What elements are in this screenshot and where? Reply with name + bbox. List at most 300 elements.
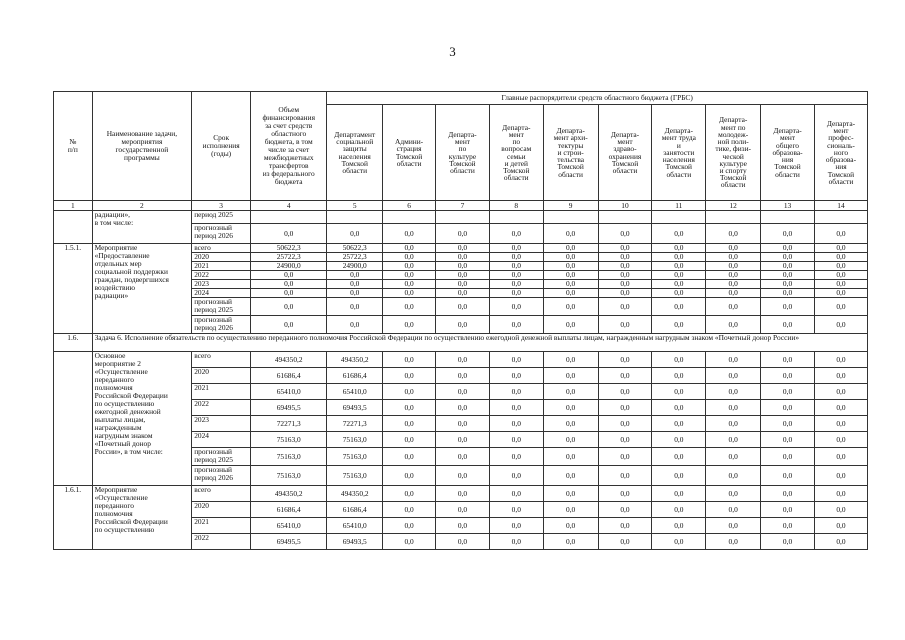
value-cell: 0,0	[489, 352, 543, 368]
value-cell: 0,0	[814, 448, 867, 466]
value-cell: 0,0	[436, 352, 490, 368]
value-cell: 0,0	[436, 486, 490, 502]
value-cell	[251, 211, 327, 224]
value-cell: 0,0	[761, 289, 815, 298]
value-cell: 0,0	[543, 280, 598, 289]
value-cell: 65410,0	[327, 518, 383, 534]
period-cell: 2020	[192, 368, 251, 384]
value-cell: 61686,4	[251, 368, 327, 384]
period-cell: 2024	[192, 289, 251, 298]
period-cell: всего	[192, 352, 251, 368]
value-cell: 0,0	[814, 466, 867, 486]
value-cell	[436, 211, 490, 224]
value-cell: 0,0	[543, 518, 598, 534]
value-cell: 0,0	[598, 518, 652, 534]
value-cell: 0,0	[436, 316, 490, 334]
value-cell: 0,0	[543, 352, 598, 368]
value-cell: 0,0	[761, 352, 815, 368]
value-cell: 0,0	[543, 384, 598, 400]
value-cell: 0,0	[814, 280, 867, 289]
value-cell: 0,0	[706, 486, 761, 502]
value-cell: 0,0	[652, 466, 706, 486]
header-department-10: Департа- мент профес- сиональ- ного образова- ния Томской области	[814, 105, 867, 201]
value-cell: 0,0	[761, 400, 815, 416]
header-department-6: Департа- мент здраво- охранения Томской области	[598, 105, 652, 201]
period-cell: всего	[192, 244, 251, 253]
value-cell: 25722,3	[327, 253, 383, 262]
value-cell: 0,0	[436, 253, 490, 262]
value-cell: 0,0	[706, 416, 761, 432]
value-cell: 0,0	[489, 416, 543, 432]
value-cell: 0,0	[543, 486, 598, 502]
table-row	[54, 352, 868, 368]
value-cell: 0,0	[436, 448, 490, 466]
period-cell: 2020	[192, 502, 251, 518]
value-cell: 0,0	[543, 448, 598, 466]
value-cell: 65410,0	[251, 384, 327, 400]
value-cell: 0,0	[436, 368, 490, 384]
value-cell: 0,0	[814, 253, 867, 262]
value-cell: 25722,3	[251, 253, 327, 262]
value-cell: 0,0	[543, 502, 598, 518]
value-cell: 0,0	[543, 316, 598, 334]
value-cell: 0,0	[598, 244, 652, 253]
value-cell: 50622,3	[327, 244, 383, 253]
column-number-8: 8	[489, 201, 543, 211]
value-cell: 0,0	[706, 352, 761, 368]
value-cell: 0,0	[706, 224, 761, 244]
column-number-7: 7	[436, 201, 490, 211]
value-cell: 0,0	[251, 289, 327, 298]
value-cell: 0,0	[652, 271, 706, 280]
period-cell: 2024	[192, 432, 251, 448]
header-department-4: Департа- мент по вопросам семьи и детей Томской области	[489, 105, 543, 201]
period-cell: 2021	[192, 384, 251, 400]
value-cell: 0,0	[706, 298, 761, 316]
value-cell: 0,0	[652, 448, 706, 466]
value-cell: 75163,0	[327, 432, 383, 448]
value-cell: 0,0	[327, 271, 383, 280]
task-row	[54, 334, 868, 352]
value-cell: 0,0	[652, 432, 706, 448]
value-cell	[543, 211, 598, 224]
value-cell: 0,0	[489, 466, 543, 486]
header-grbs: Главные распорядители средств областного бюджета (ГРБС)	[327, 92, 868, 105]
value-cell: 0,0	[652, 416, 706, 432]
value-cell: 0,0	[543, 416, 598, 432]
row-number	[54, 211, 93, 244]
period-cell: 2020	[192, 253, 251, 262]
page-number: 3	[449, 44, 456, 59]
header-period: Срок исполнения (годы)	[192, 92, 251, 201]
value-cell: 0,0	[598, 384, 652, 400]
value-cell: 75163,0	[327, 466, 383, 486]
value-cell: 61686,4	[327, 502, 383, 518]
header-department-1: Департамент социальной защиты населения Томской области	[327, 105, 383, 201]
column-number-2: 2	[92, 201, 192, 211]
value-cell: 0,0	[383, 502, 436, 518]
value-cell: 0,0	[814, 518, 867, 534]
value-cell: 0,0	[436, 400, 490, 416]
value-cell: 0,0	[383, 352, 436, 368]
value-cell: 0,0	[652, 253, 706, 262]
value-cell: 0,0	[706, 289, 761, 298]
value-cell: 0,0	[383, 534, 436, 550]
period-cell: 2021	[192, 262, 251, 271]
value-cell: 0,0	[814, 400, 867, 416]
value-cell: 0,0	[814, 486, 867, 502]
header-department-2: Админи- страция Томской области	[383, 105, 436, 201]
value-cell: 0,0	[706, 253, 761, 262]
value-cell: 0,0	[436, 432, 490, 448]
value-cell: 0,0	[652, 352, 706, 368]
period-cell: 2022	[192, 271, 251, 280]
period-cell: 2022	[192, 534, 251, 550]
value-cell: 0,0	[706, 466, 761, 486]
value-cell: 24900,0	[251, 262, 327, 271]
value-cell: 0,0	[598, 352, 652, 368]
value-cell: 0,0	[652, 289, 706, 298]
value-cell: 0,0	[543, 271, 598, 280]
value-cell: 0,0	[543, 400, 598, 416]
column-number-14: 14	[814, 201, 867, 211]
value-cell: 0,0	[598, 262, 652, 271]
value-cell: 0,0	[543, 262, 598, 271]
value-cell: 0,0	[598, 368, 652, 384]
value-cell: 0,0	[706, 502, 761, 518]
value-cell: 0,0	[652, 316, 706, 334]
value-cell: 0,0	[761, 466, 815, 486]
value-cell: 0,0	[489, 244, 543, 253]
value-cell	[489, 211, 543, 224]
value-cell: 0,0	[489, 289, 543, 298]
budget-table	[53, 91, 868, 550]
value-cell: 0,0	[706, 534, 761, 550]
column-number-12: 12	[706, 201, 761, 211]
value-cell: 0,0	[436, 466, 490, 486]
value-cell: 0,0	[489, 400, 543, 416]
value-cell: 0,0	[814, 416, 867, 432]
value-cell: 0,0	[598, 502, 652, 518]
value-cell: 494350,2	[251, 352, 327, 368]
value-cell: 0,0	[383, 224, 436, 244]
task-description: Задача 6. Исполнение обязательств по осуществлению переданного полномочия Российской Федерации по осуществлению ежегодной денежной выплаты лицам, награжденным нагрудным знаком «Почетный донор России»	[92, 334, 867, 352]
period-cell: прогнозный период 2026	[192, 316, 251, 334]
measure-name: Мероприятие «Предоставление отдельных мер социальной поддержки граждан, подвергшихся воздействию радиации»	[92, 244, 192, 334]
value-cell: 0,0	[251, 316, 327, 334]
value-cell: 0,0	[598, 534, 652, 550]
value-cell: 0,0	[761, 224, 815, 244]
column-number-10: 10	[598, 201, 652, 211]
value-cell: 0,0	[761, 316, 815, 334]
value-cell: 0,0	[761, 368, 815, 384]
value-cell: 0,0	[706, 400, 761, 416]
value-cell: 0,0	[436, 384, 490, 400]
value-cell: 0,0	[489, 432, 543, 448]
table-row	[54, 211, 868, 224]
value-cell: 0,0	[598, 316, 652, 334]
value-cell: 0,0	[652, 262, 706, 271]
value-cell: 0,0	[383, 253, 436, 262]
value-cell: 0,0	[383, 280, 436, 289]
value-cell: 0,0	[706, 518, 761, 534]
value-cell: 0,0	[489, 280, 543, 289]
value-cell: 0,0	[383, 486, 436, 502]
table-row	[54, 244, 868, 253]
value-cell: 0,0	[598, 289, 652, 298]
value-cell: 0,0	[814, 432, 867, 448]
value-cell: 0,0	[598, 271, 652, 280]
value-cell: 0,0	[251, 224, 327, 244]
value-cell: 0,0	[327, 289, 383, 298]
value-cell: 0,0	[489, 534, 543, 550]
period-cell: прогнозный период 2025	[192, 298, 251, 316]
value-cell: 0,0	[598, 280, 652, 289]
value-cell: 0,0	[652, 298, 706, 316]
value-cell: 0,0	[814, 289, 867, 298]
value-cell: 0,0	[251, 280, 327, 289]
period-cell: 2021	[192, 518, 251, 534]
value-cell: 72271,3	[251, 416, 327, 432]
value-cell: 24900,0	[327, 262, 383, 271]
value-cell: 0,0	[383, 384, 436, 400]
measure-name: радиации», в том числе:	[92, 211, 192, 244]
value-cell: 0,0	[436, 534, 490, 550]
value-cell: 0,0	[761, 262, 815, 271]
row-number: 1.5.1.	[54, 244, 93, 334]
header-department-3: Департа- мент по культуре Томской области	[436, 105, 490, 201]
value-cell: 0,0	[489, 262, 543, 271]
value-cell: 0,0	[327, 280, 383, 289]
value-cell: 0,0	[436, 224, 490, 244]
column-number-5: 5	[327, 201, 383, 211]
value-cell	[383, 211, 436, 224]
row-number	[54, 352, 93, 486]
value-cell: 0,0	[327, 316, 383, 334]
value-cell: 0,0	[761, 518, 815, 534]
value-cell	[814, 211, 867, 224]
value-cell: 0,0	[598, 466, 652, 486]
value-cell: 0,0	[489, 502, 543, 518]
value-cell: 0,0	[543, 368, 598, 384]
value-cell: 0,0	[436, 298, 490, 316]
value-cell: 65410,0	[251, 518, 327, 534]
value-cell: 0,0	[543, 466, 598, 486]
value-cell: 0,0	[761, 416, 815, 432]
value-cell: 0,0	[251, 298, 327, 316]
value-cell	[598, 211, 652, 224]
period-cell: прогнозный период 2026	[192, 224, 251, 244]
header-volume: Объем финансирования за счет средств областного бюджета, в том числе за счет межбюджетных трансфертов из федерального бюджета	[251, 92, 327, 201]
value-cell: 0,0	[383, 416, 436, 432]
value-cell: 0,0	[652, 384, 706, 400]
header-department-8: Департа- мент по молодеж- ной поли- тике, физи- ческой культуре и спорту Томской области	[706, 105, 761, 201]
value-cell: 0,0	[814, 271, 867, 280]
value-cell: 72271,3	[327, 416, 383, 432]
value-cell: 0,0	[761, 448, 815, 466]
value-cell: 0,0	[383, 448, 436, 466]
period-cell: всего	[192, 486, 251, 502]
value-cell: 0,0	[814, 298, 867, 316]
value-cell: 0,0	[436, 518, 490, 534]
value-cell: 0,0	[327, 224, 383, 244]
value-cell: 0,0	[761, 486, 815, 502]
value-cell: 494350,2	[327, 486, 383, 502]
value-cell: 0,0	[814, 534, 867, 550]
value-cell: 61686,4	[327, 368, 383, 384]
value-cell: 0,0	[543, 224, 598, 244]
value-cell: 0,0	[761, 271, 815, 280]
value-cell: 0,0	[761, 280, 815, 289]
value-cell: 0,0	[761, 244, 815, 253]
value-cell: 0,0	[652, 518, 706, 534]
value-cell	[706, 211, 761, 224]
value-cell: 75163,0	[251, 466, 327, 486]
value-cell: 75163,0	[251, 432, 327, 448]
value-cell: 0,0	[706, 432, 761, 448]
value-cell: 0,0	[436, 244, 490, 253]
value-cell: 0,0	[652, 486, 706, 502]
value-cell: 0,0	[814, 316, 867, 334]
value-cell: 0,0	[383, 400, 436, 416]
value-cell: 0,0	[489, 253, 543, 262]
value-cell: 0,0	[489, 518, 543, 534]
value-cell: 0,0	[652, 368, 706, 384]
header-department-5: Департа- мент архи- тектуры и строи- тельства Томской области	[543, 105, 598, 201]
column-number-3: 3	[192, 201, 251, 211]
period-cell: 2023	[192, 280, 251, 289]
value-cell: 69495,5	[251, 400, 327, 416]
table-body	[54, 211, 868, 550]
value-cell	[652, 211, 706, 224]
value-cell: 0,0	[543, 289, 598, 298]
value-cell: 0,0	[598, 253, 652, 262]
column-number-4: 4	[251, 201, 327, 211]
value-cell: 0,0	[706, 316, 761, 334]
value-cell: 0,0	[489, 368, 543, 384]
column-number-11: 11	[652, 201, 706, 211]
value-cell: 0,0	[489, 298, 543, 316]
value-cell: 0,0	[598, 416, 652, 432]
value-cell: 0,0	[383, 262, 436, 271]
column-number-1: 1	[54, 201, 93, 211]
header-name: Наименование задачи, мероприятия государственной программы	[92, 92, 192, 201]
value-cell: 0,0	[814, 262, 867, 271]
value-cell: 0,0	[706, 384, 761, 400]
value-cell: 0,0	[598, 486, 652, 502]
value-cell: 0,0	[436, 271, 490, 280]
value-cell: 0,0	[383, 316, 436, 334]
column-number-6: 6	[383, 201, 436, 211]
task-number: 1.6.	[54, 334, 93, 352]
value-cell: 0,0	[814, 224, 867, 244]
row-number: 1.6.1.	[54, 486, 93, 550]
value-cell: 0,0	[543, 534, 598, 550]
value-cell: 0,0	[436, 289, 490, 298]
measure-name: Мероприятие «Осуществление переданного полномочия Российской Федерации по осуществлению	[92, 486, 192, 550]
value-cell: 0,0	[652, 280, 706, 289]
value-cell: 0,0	[436, 502, 490, 518]
value-cell: 0,0	[652, 534, 706, 550]
value-cell: 69493,5	[327, 400, 383, 416]
value-cell: 0,0	[598, 432, 652, 448]
header-column-numbers-row	[54, 201, 868, 211]
value-cell: 0,0	[652, 502, 706, 518]
value-cell: 69495,5	[251, 534, 327, 550]
value-cell: 0,0	[814, 368, 867, 384]
value-cell: 61686,4	[251, 502, 327, 518]
value-cell: 75163,0	[251, 448, 327, 466]
value-cell: 0,0	[436, 262, 490, 271]
value-cell: 0,0	[489, 448, 543, 466]
value-cell: 0,0	[543, 244, 598, 253]
header-department-9: Департа- мент общего образова- ния Томской области	[761, 105, 815, 201]
value-cell: 0,0	[543, 253, 598, 262]
value-cell: 0,0	[383, 466, 436, 486]
value-cell: 50622,3	[251, 244, 327, 253]
value-cell: 0,0	[814, 502, 867, 518]
value-cell: 494350,2	[327, 352, 383, 368]
value-cell: 0,0	[251, 271, 327, 280]
value-cell	[761, 211, 815, 224]
value-cell: 0,0	[814, 352, 867, 368]
value-cell: 0,0	[652, 224, 706, 244]
table-row	[54, 486, 868, 502]
period-cell: период 2025	[192, 211, 251, 224]
value-cell: 0,0	[598, 448, 652, 466]
value-cell: 0,0	[543, 432, 598, 448]
value-cell: 69493,5	[327, 534, 383, 550]
value-cell: 0,0	[598, 224, 652, 244]
value-cell: 0,0	[706, 262, 761, 271]
header-no: № п/п	[54, 92, 93, 201]
value-cell: 0,0	[489, 316, 543, 334]
value-cell: 0,0	[543, 298, 598, 316]
value-cell: 0,0	[652, 244, 706, 253]
value-cell: 0,0	[489, 271, 543, 280]
value-cell: 0,0	[383, 298, 436, 316]
column-number-9: 9	[543, 201, 598, 211]
period-cell: прогнозный период 2025	[192, 448, 251, 466]
value-cell: 0,0	[706, 448, 761, 466]
period-cell: 2023	[192, 416, 251, 432]
value-cell: 0,0	[383, 244, 436, 253]
value-cell: 0,0	[489, 384, 543, 400]
value-cell: 0,0	[598, 298, 652, 316]
value-cell: 0,0	[706, 368, 761, 384]
value-cell: 0,0	[436, 416, 490, 432]
value-cell: 494350,2	[251, 486, 327, 502]
value-cell: 0,0	[383, 518, 436, 534]
column-number-13: 13	[761, 201, 815, 211]
value-cell: 0,0	[383, 368, 436, 384]
value-cell: 65410,0	[327, 384, 383, 400]
value-cell: 0,0	[706, 271, 761, 280]
value-cell: 0,0	[761, 502, 815, 518]
value-cell: 0,0	[706, 280, 761, 289]
header-department-7: Департа- мент труда и занятости населения Томской области	[652, 105, 706, 201]
period-cell: 2022	[192, 400, 251, 416]
value-cell: 0,0	[383, 289, 436, 298]
value-cell	[327, 211, 383, 224]
value-cell: 0,0	[761, 534, 815, 550]
value-cell: 0,0	[761, 253, 815, 262]
value-cell: 0,0	[652, 400, 706, 416]
value-cell: 0,0	[327, 298, 383, 316]
period-cell: прогнозный период 2026	[192, 466, 251, 486]
value-cell: 0,0	[706, 244, 761, 253]
value-cell: 0,0	[761, 432, 815, 448]
